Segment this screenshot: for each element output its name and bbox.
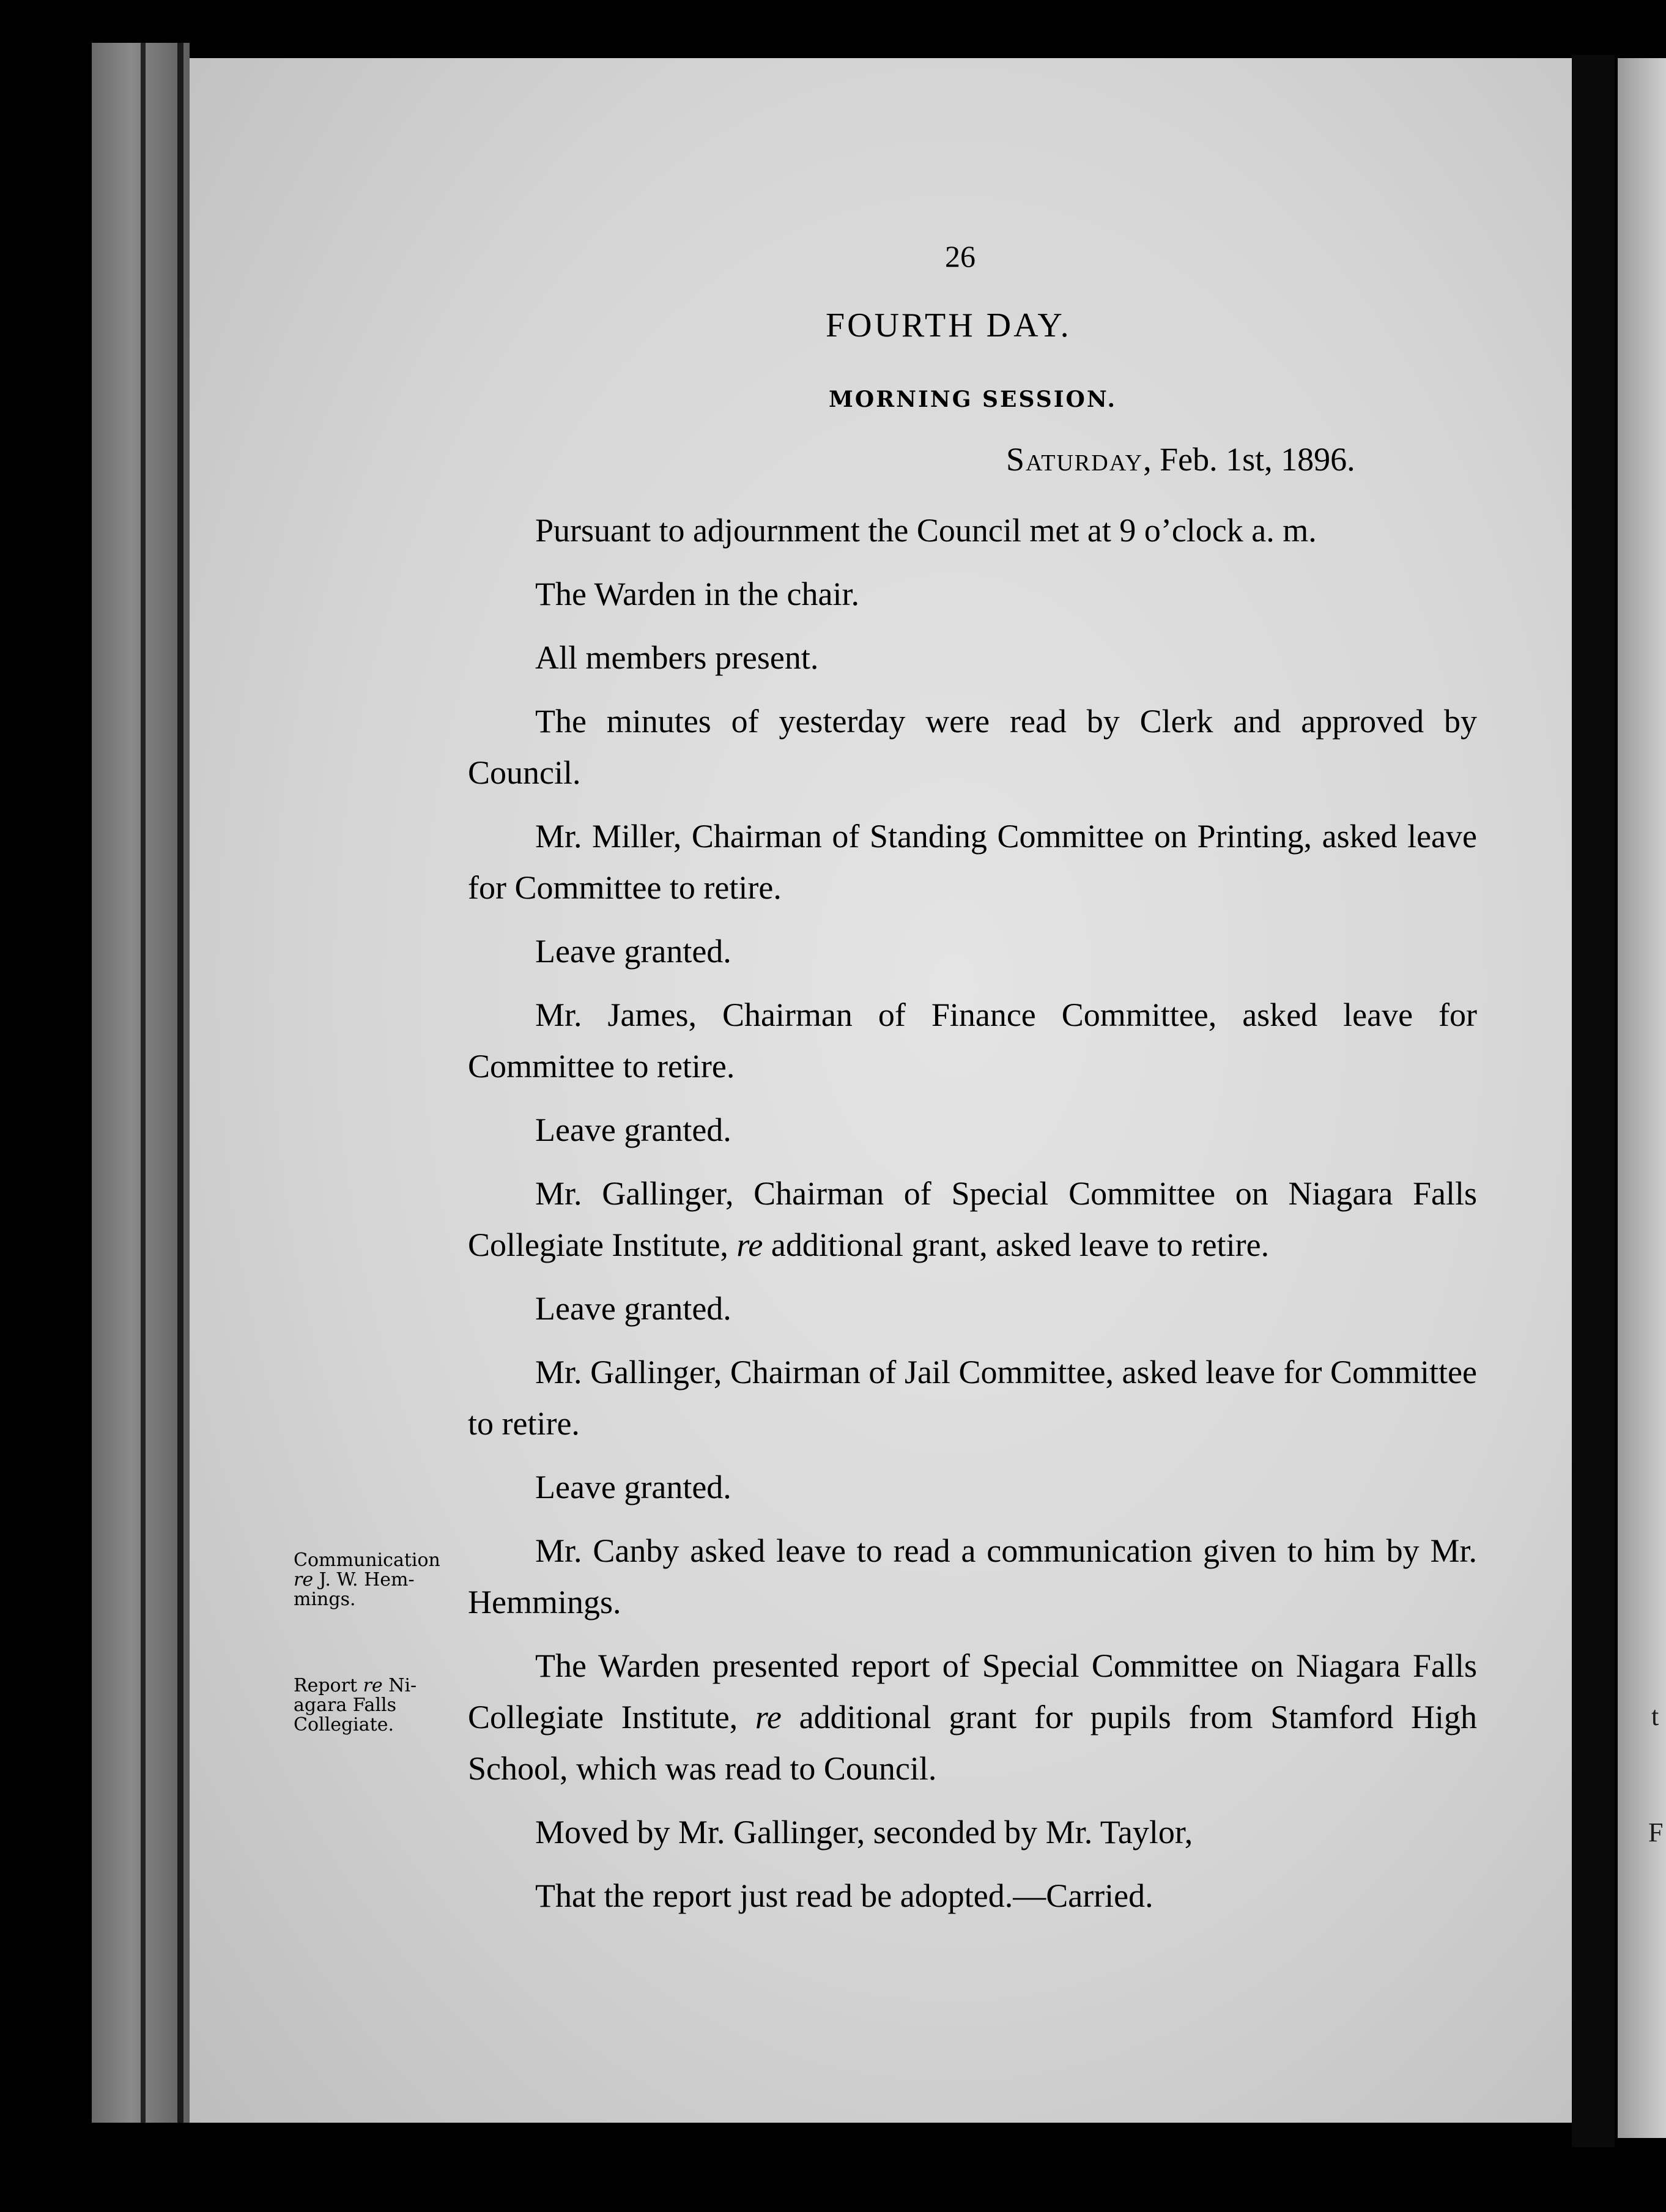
margin-note-line: mings. (294, 1589, 356, 1610)
paragraph: Pursuant to adjournment the Council met at 9 o’clock a. m. (535, 512, 1317, 549)
margin-note-line: re J. W. Hem- (294, 1569, 415, 1590)
paragraph: Leave granted. (535, 1290, 731, 1327)
paragraph (468, 1168, 1477, 1271)
paragraph-italic-re: re (755, 1699, 782, 1735)
margin-note-line: Collegiate. (294, 1714, 394, 1735)
margin-note-line: Report re Ni- (294, 1675, 417, 1696)
date-line (1006, 440, 1355, 478)
paragraph: Mr. Canby asked leave to read a communication given to him by Mr. Hemmings. (468, 1532, 1477, 1620)
paragraph: Mr. Miller, Chairman of Standing Committee on Printing, asked leave for Committee to retire. (468, 818, 1477, 906)
page-gutter-shadow (1572, 55, 1615, 2147)
paragraph: The minutes of yesterday were read by Clerk and approved by Council. (468, 703, 1477, 791)
paragraph-italic-re: re (736, 1227, 763, 1263)
adjacent-page-letter: t (1651, 1701, 1659, 1731)
paragraph-text: additional grant, asked leave to retire. (763, 1227, 1270, 1263)
paragraph: That the report just read be adopted.—Carried. (535, 1877, 1153, 1914)
margin-note-line: agara Falls (294, 1694, 396, 1716)
page-number: 26 (945, 239, 976, 273)
paragraph: Mr. James, Chairman of Finance Committee, asked leave for Committee to retire. (468, 997, 1477, 1085)
page-stack-line (177, 43, 183, 2123)
paragraph: Mr. Gallinger, Chairman of Jail Committee, asked leave for Committee to retire. (468, 1354, 1477, 1442)
paragraph-text: additional grant for pupils from Stamford High School, which was read to Council. (468, 1699, 1477, 1787)
paragraph: Leave granted. (535, 1469, 731, 1505)
paragraph: Leave granted. (535, 933, 731, 970)
margin-note-italic-re: re (363, 1675, 383, 1696)
margin-note-communication (294, 1551, 477, 1609)
margin-note-line: Communication (294, 1550, 440, 1571)
adjacent-page-letter: F (1648, 1817, 1664, 1847)
paragraph-text: The Warden presented report of Special Committee on Niagara Falls Collegiate Institute, (468, 1647, 1477, 1735)
margin-note-report (294, 1676, 477, 1735)
day-heading: FOURTH DAY. (826, 306, 1072, 344)
page-stack-line (141, 43, 146, 2123)
paragraph: Leave granted. (535, 1112, 731, 1148)
session-heading: MORNING SESSION. (829, 387, 1117, 412)
paragraph: All members present. (535, 639, 819, 676)
paragraph-text: Mr. Gallinger, Chairman of Special Committee on Niagara Falls Collegiate Institute, (468, 1175, 1477, 1263)
date-weekday: Saturday (1006, 441, 1144, 478)
paragraph (468, 1640, 1477, 1794)
date-rest: , Feb. 1st, 1896. (1143, 441, 1355, 478)
minutes-body (468, 505, 1477, 1934)
paragraph: Moved by Mr. Gallinger, seconded by Mr. Taylor, (535, 1814, 1193, 1850)
paragraph: The Warden in the chair. (535, 576, 859, 612)
margin-note-italic-re: re (294, 1569, 314, 1590)
